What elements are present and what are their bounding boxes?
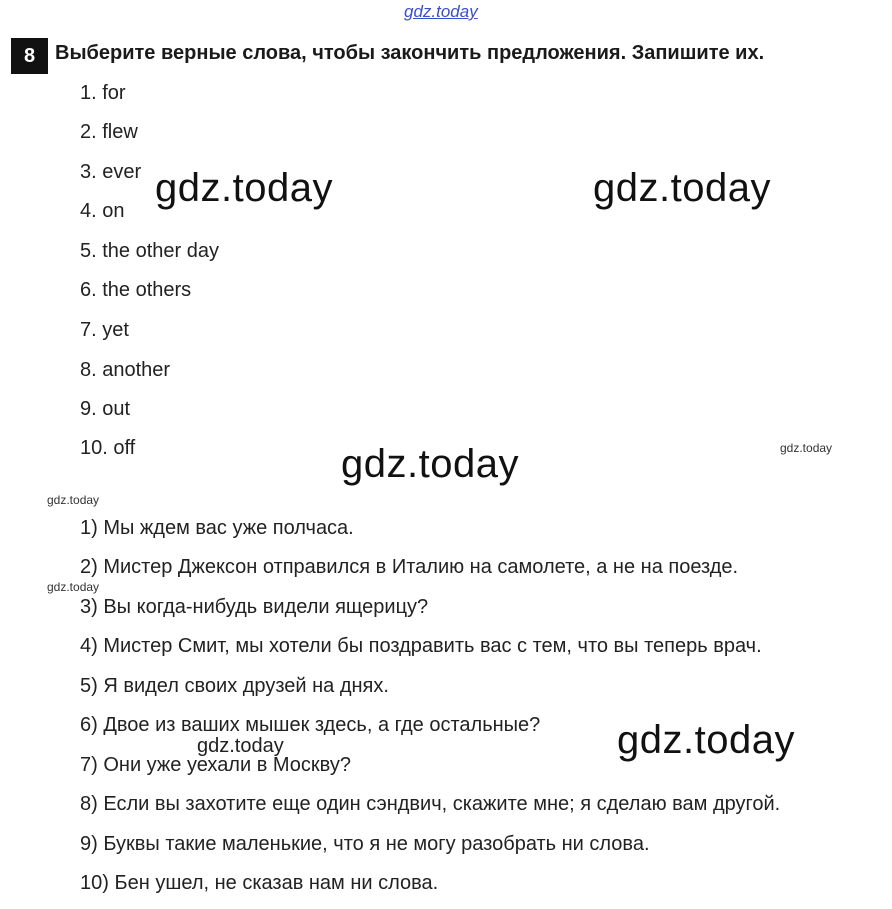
watermark-medium: gdz.today xyxy=(197,735,284,757)
answer-item-9: 9. out xyxy=(80,398,131,420)
translation-item-10: 10) Бен ушел, не сказав нам ни слова. xyxy=(80,872,439,894)
answer-item-6: 6. the others xyxy=(80,279,192,301)
exercise-number-badge: 8 xyxy=(11,38,48,74)
translation-item-8: 8) Если вы захотите еще один сэндвич, скажите мне; я сделаю вам другой. xyxy=(80,793,781,815)
watermark-large: gdz.today xyxy=(593,166,771,210)
answer-item-5: 5. the other day xyxy=(80,240,219,262)
watermark-small: gdz.today xyxy=(780,441,833,455)
translation-item-2: 2) Мистер Джексон отправился в Италию на самолете, а не на поезде. xyxy=(80,556,739,578)
translation-item-3: 3) Вы когда-нибудь видели ящерицу? xyxy=(80,596,429,618)
translation-item-5: 5) Я видел своих друзей на днях. xyxy=(80,675,389,697)
answer-item-2: 2. flew xyxy=(80,121,138,143)
watermark-large: gdz.today xyxy=(341,442,519,486)
top-watermark: gdz.today xyxy=(404,2,478,21)
translation-item-7: 7) Они уже уехали в Москву? xyxy=(80,754,351,776)
exercise-title: Выберите верные слова, чтобы закончить предложения. Запишите их. xyxy=(55,42,765,64)
translation-item-6: 6) Двое из ваших мышек здесь, а где остальные? xyxy=(80,714,541,736)
answer-item-10: 10. off xyxy=(80,437,136,459)
answer-item-7: 7. yet xyxy=(80,319,129,341)
watermark-small: gdz.today xyxy=(47,580,100,594)
answer-item-8: 8. another xyxy=(80,359,171,381)
answer-item-4: 4. on xyxy=(80,200,125,222)
watermark-small: gdz.today xyxy=(47,493,100,507)
answer-item-1: 1. for xyxy=(80,82,126,104)
translation-item-4: 4) Мистер Смит, мы хотели бы поздравить вас с тем, что вы теперь врач. xyxy=(80,635,762,657)
watermark-large: gdz.today xyxy=(155,166,333,210)
translation-item-9: 9) Буквы такие маленькие, что я не могу разобрать ни слова. xyxy=(80,833,650,855)
translation-item-1: 1) Мы ждем вас уже полчаса. xyxy=(80,517,354,539)
answer-item-3: 3. ever xyxy=(80,161,142,183)
watermark-large: gdz.today xyxy=(617,718,795,762)
